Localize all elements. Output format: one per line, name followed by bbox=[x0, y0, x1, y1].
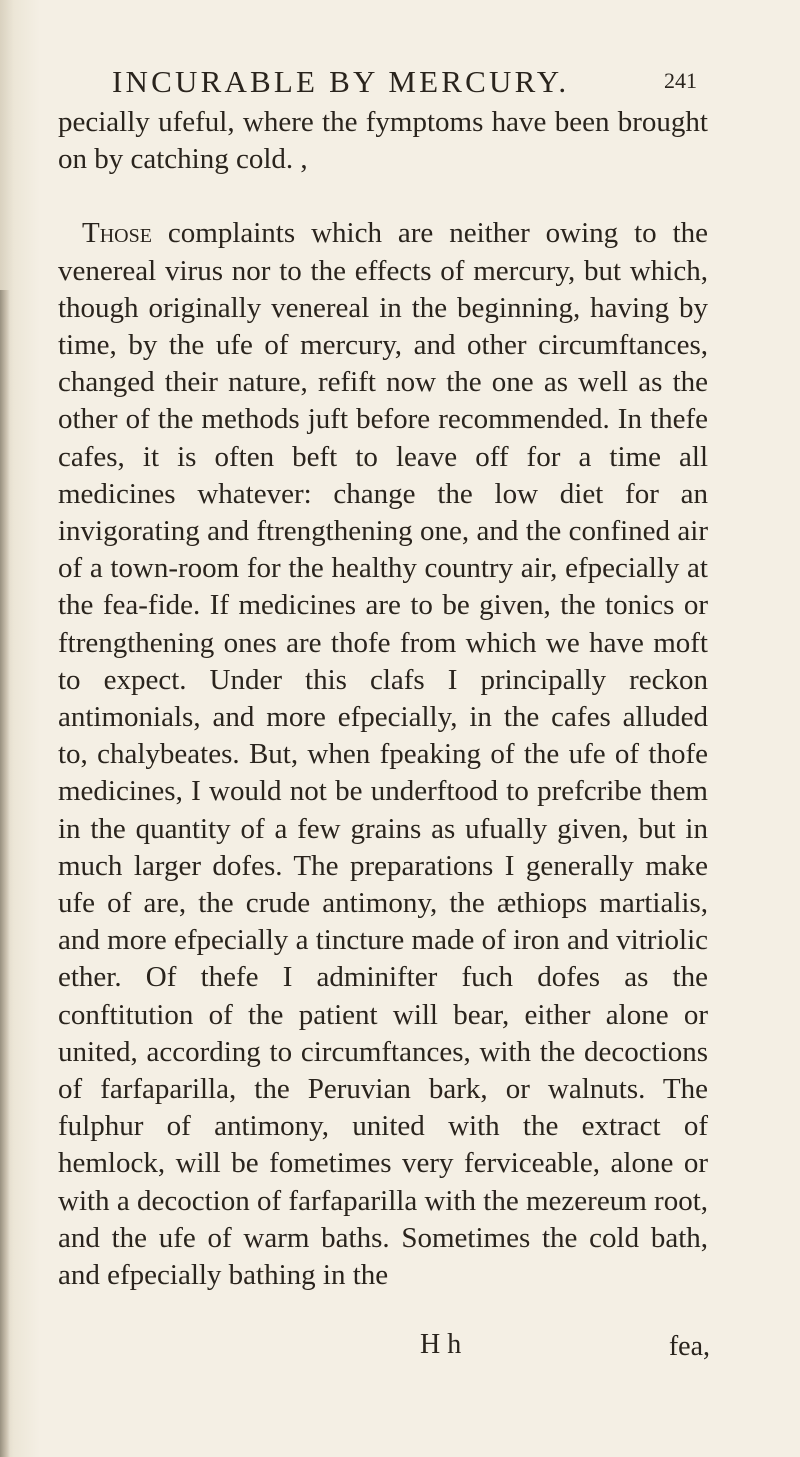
paragraph-main-text: complaints which are neither owing to the venereal virus nor to the effects of mercury, but which, though originally venereal in the beginning, having by time, by the ufe of mercury, and other circumftances, changed their nature, refift now the one as well as the other of the methods juft before recommended. In thefe cafes, it is often beft to leave off for a time all medicines whatever: change the low diet for an invigorating and ftrengthening one, and the confined air of a town-room for the healthy country air, efpecially at the fea-fide. If medicines are to be given, the tonics or ftrengthening ones are thofe from which we have moft to expect. Under this clafs I principally reckon antimonials, and more efpecially, in the cafes alluded to, chalybeates. But, when fpeaking of the ufe of thofe medicines, I would not be underftood to prefcribe them in the quantity of a few grains as ufually given, but in much larger dofes. The preparations I generally make ufe of are, the crude antimony, the æthiops martialis, and more efpecially a tincture made of iron and vitriolic ether. Of thefe I adminifter fuch dofes as the conftitution of the patient will bear, either alone or united, according to circumftances, with the decoctions of farfaparilla, the Peruvian bark, or walnuts. The fulphur of antimony, united with the extract of hemlock, will be fometimes very ferviceable, alone or with a decoction of farfaparilla with the mezereum root, and the ufe of warm baths. Sometimes the cold bath, and efpecially bathing in the bbox=[58, 217, 708, 1292]
signature-mark: H h bbox=[420, 1329, 462, 1360]
paragraph-main bbox=[58, 215, 708, 1294]
running-head: INCURABLE BY MERCURY. bbox=[112, 64, 570, 99]
page-footer bbox=[420, 1331, 710, 1367]
catchword: fea, bbox=[668, 1331, 710, 1362]
paragraph-continuation: pecially ufeful, where the fymptoms have been brought on by catching cold. , bbox=[58, 106, 708, 176]
page-spine-shadow bbox=[0, 290, 10, 1457]
page-header bbox=[112, 66, 697, 106]
paragraph-lead-word: Those bbox=[82, 217, 152, 250]
body-text bbox=[58, 104, 708, 1294]
page-number: 241 bbox=[664, 68, 697, 93]
